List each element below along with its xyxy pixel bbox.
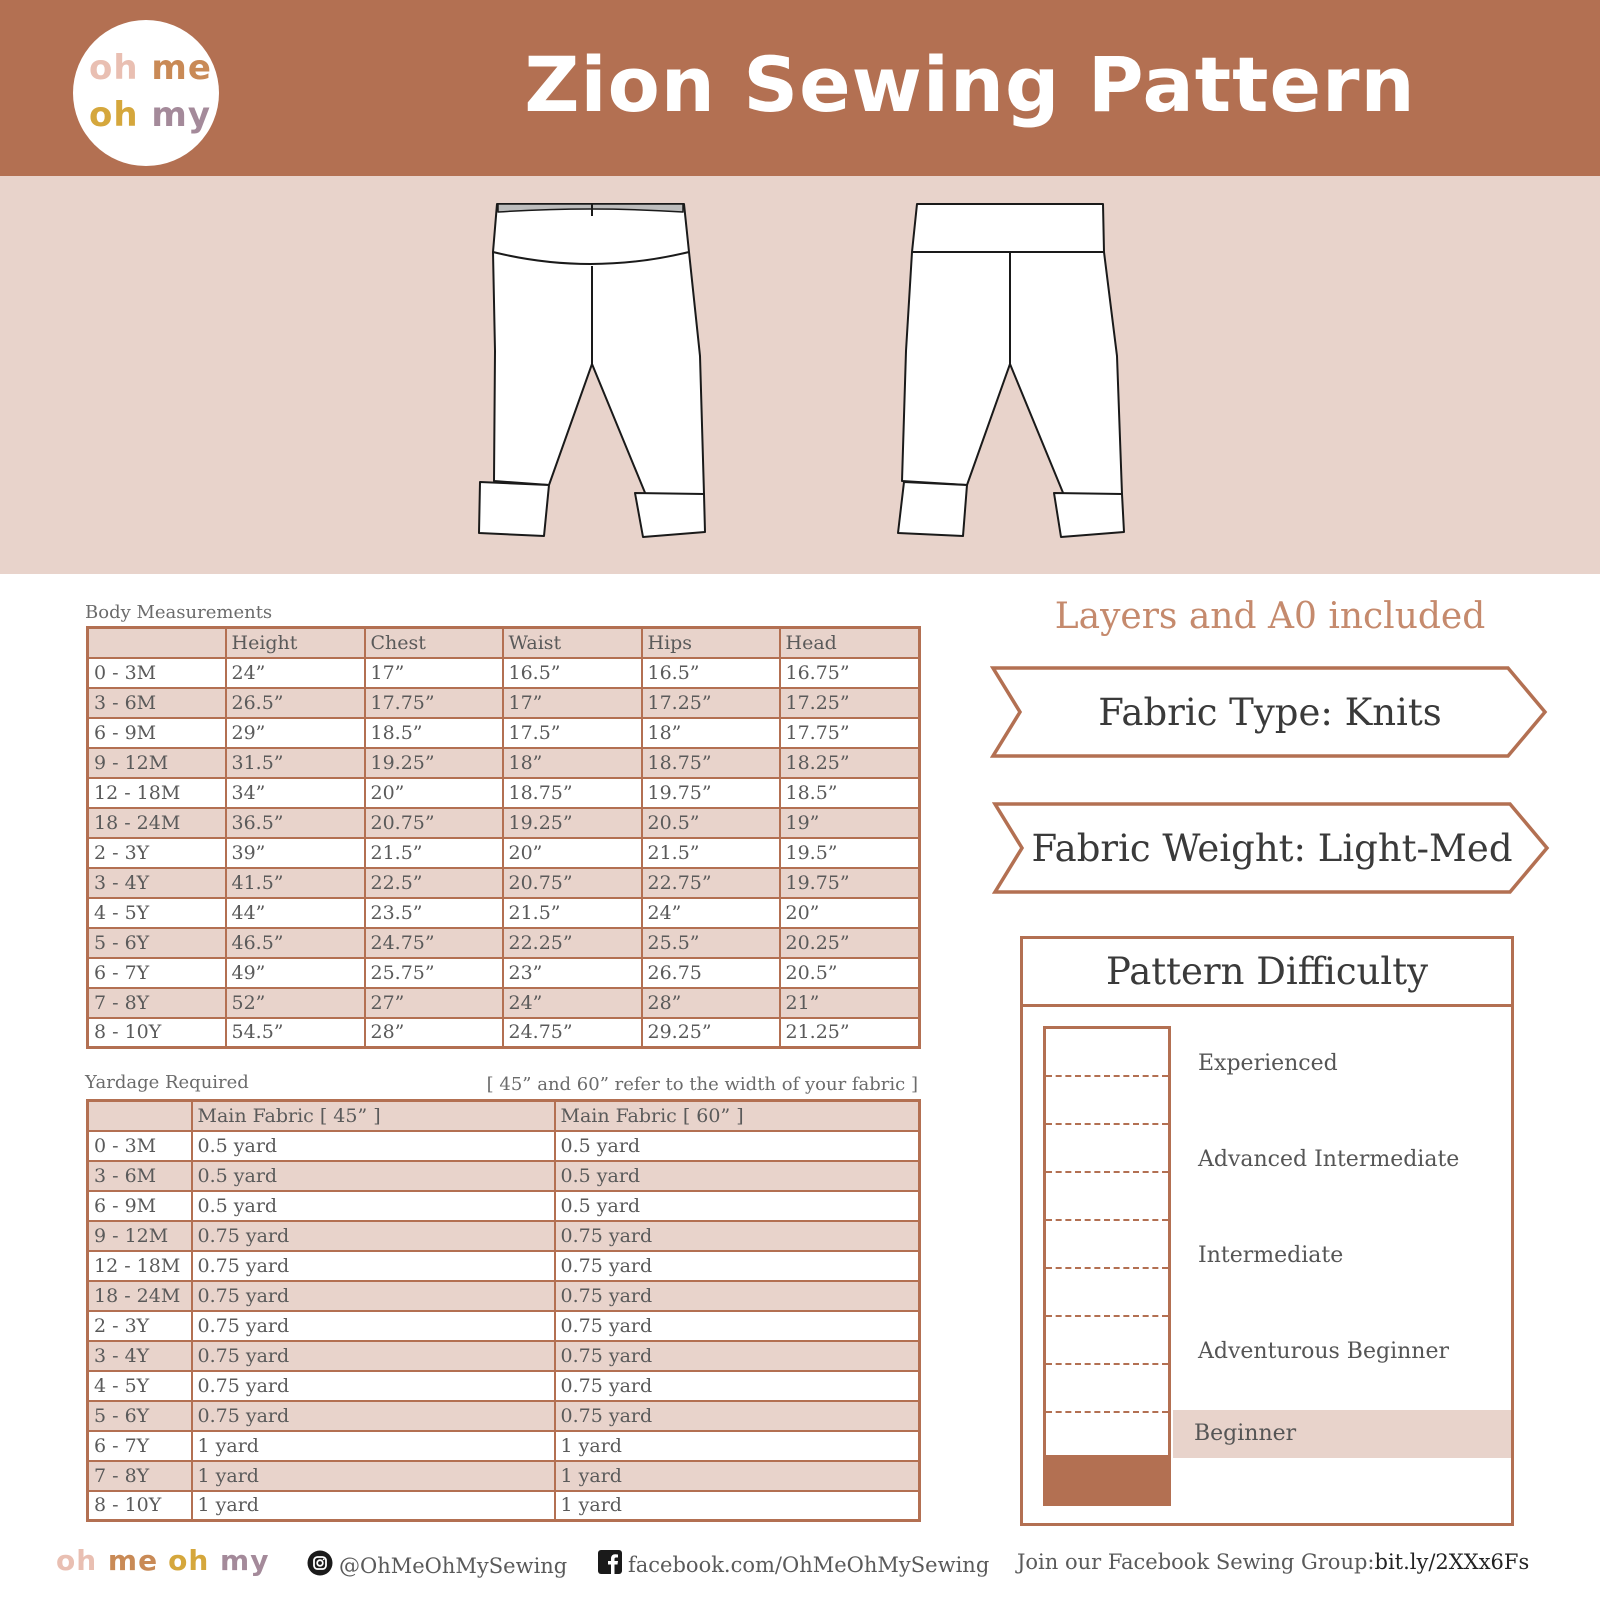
- table-cell: 17.75”: [365, 688, 503, 718]
- logo-word: oh: [56, 1544, 98, 1577]
- table-cell: 17.25”: [642, 688, 780, 718]
- logo-word: oh: [89, 95, 139, 135]
- size-label-cell: 6 - 9M: [88, 718, 226, 748]
- table-cell: 21.5”: [642, 838, 780, 868]
- table-cell: 19.5”: [780, 838, 920, 868]
- table-cell: 17.75”: [780, 718, 920, 748]
- table-cell: 1 yard: [192, 1431, 555, 1461]
- table-cell: 21.5”: [503, 898, 642, 928]
- meter-divider: [1046, 1267, 1168, 1269]
- pattern-illustration-panel: [0, 176, 1600, 574]
- size-label-cell: 18 - 24M: [88, 1281, 192, 1311]
- table-row: [88, 928, 920, 958]
- table-cell: 24”: [503, 988, 642, 1018]
- size-label-cell: 6 - 9M: [88, 1191, 192, 1221]
- size-label-cell: 3 - 4Y: [88, 868, 226, 898]
- table-cell: 18.5”: [780, 778, 920, 808]
- size-label-cell: 0 - 3M: [88, 658, 226, 688]
- table-cell: 0.75 yard: [192, 1221, 555, 1251]
- size-label-cell: 3 - 6M: [88, 1161, 192, 1191]
- table-cell: 20”: [365, 778, 503, 808]
- table-row: [88, 898, 920, 928]
- table-cell: 29.25”: [642, 1018, 780, 1048]
- table-cell: 46.5”: [226, 928, 365, 958]
- table-cell: 16.75”: [780, 658, 920, 688]
- table-cell: 0.5 yard: [555, 1161, 920, 1191]
- measurements-column-header: Chest: [365, 628, 503, 658]
- table-cell: 22.5”: [365, 868, 503, 898]
- meter-divider: [1046, 1219, 1168, 1221]
- table-cell: 17.25”: [780, 688, 920, 718]
- instagram-icon: [307, 1550, 333, 1581]
- logo-word: oh: [89, 48, 139, 88]
- body-measurements-label: Body Measurements: [85, 602, 273, 623]
- table-cell: 21.25”: [780, 1018, 920, 1048]
- table-cell: 39”: [226, 838, 365, 868]
- level-experienced: Experienced: [1198, 1051, 1338, 1076]
- facebook-page-text: facebook.com/OhMeOhMySewing: [628, 1552, 990, 1577]
- facebook-icon: [598, 1550, 622, 1579]
- table-cell: 0.5 yard: [192, 1131, 555, 1161]
- size-label-cell: 8 - 10Y: [88, 1018, 226, 1048]
- table-cell: 36.5”: [226, 808, 365, 838]
- table-row: [88, 1221, 920, 1251]
- size-label-cell: 9 - 12M: [88, 748, 226, 778]
- table-cell: 0.5 yard: [192, 1191, 555, 1221]
- size-label-cell: 5 - 6Y: [88, 928, 226, 958]
- size-label-cell: 2 - 3Y: [88, 1311, 192, 1341]
- table-cell: 0.75 yard: [192, 1281, 555, 1311]
- table-cell: 0.75 yard: [555, 1311, 920, 1341]
- fabric-weight-banner: [992, 801, 1552, 895]
- table-cell: 27”: [365, 988, 503, 1018]
- table-cell: 24.75”: [365, 928, 503, 958]
- measurements-column-header: Waist: [503, 628, 642, 658]
- size-label-cell: 2 - 3Y: [88, 838, 226, 868]
- size-label-cell: 3 - 6M: [88, 688, 226, 718]
- table-cell: 16.5”: [503, 658, 642, 688]
- measurements-column-header: [88, 628, 226, 658]
- meter-divider: [1046, 1171, 1168, 1173]
- yardage-label: Yardage Required: [85, 1072, 249, 1093]
- table-cell: 28”: [642, 988, 780, 1018]
- yardage-column-header: [88, 1101, 192, 1131]
- table-cell: 0.75 yard: [555, 1341, 920, 1371]
- level-adventurous-beginner: Adventurous Beginner: [1198, 1339, 1449, 1364]
- size-label-cell: 7 - 8Y: [88, 988, 226, 1018]
- table-cell: 22.75”: [642, 868, 780, 898]
- table-cell: 20”: [503, 838, 642, 868]
- level-beginner: Beginner: [1194, 1421, 1297, 1446]
- table-cell: 16.5”: [642, 658, 780, 688]
- table-cell: 20”: [780, 898, 920, 928]
- measurements-header-row: [88, 628, 920, 658]
- table-cell: 1 yard: [555, 1431, 920, 1461]
- size-label-cell: 6 - 7Y: [88, 1431, 192, 1461]
- table-cell: 0.75 yard: [555, 1281, 920, 1311]
- difficulty-meter: [1043, 1026, 1171, 1506]
- footer-logo: [56, 1544, 269, 1577]
- table-row: [88, 1401, 920, 1431]
- table-row: [88, 1431, 920, 1461]
- table-cell: 19.25”: [365, 748, 503, 778]
- table-cell: 54.5”: [226, 1018, 365, 1048]
- logo-word: me: [138, 48, 212, 88]
- table-cell: 24”: [226, 658, 365, 688]
- pattern-difficulty-title: Pattern Difficulty: [1023, 939, 1511, 1007]
- fabric-type-banner: [990, 665, 1550, 759]
- table-cell: 22.25”: [503, 928, 642, 958]
- body-measurements-table: [86, 626, 921, 1049]
- difficulty-meter-fill: [1046, 1455, 1168, 1503]
- logo-line-1: [89, 48, 219, 88]
- table-row: [88, 808, 920, 838]
- table-row: [88, 1131, 920, 1161]
- table-cell: 0.75 yard: [192, 1371, 555, 1401]
- instagram-handle-text: @OhMeOhMySewing: [339, 1553, 568, 1578]
- table-cell: 0.75 yard: [555, 1401, 920, 1431]
- table-cell: 34”: [226, 778, 365, 808]
- meter-divider: [1046, 1123, 1168, 1125]
- table-cell: 21”: [780, 988, 920, 1018]
- table-cell: 17.5”: [503, 718, 642, 748]
- pants-technical-drawing: [0, 176, 1600, 574]
- table-cell: 1 yard: [192, 1491, 555, 1521]
- meter-divider: [1046, 1363, 1168, 1365]
- measurements-column-header: Height: [226, 628, 365, 658]
- size-label-cell: 8 - 10Y: [88, 1491, 192, 1521]
- table-row: [88, 1191, 920, 1221]
- size-label-cell: 4 - 5Y: [88, 1371, 192, 1401]
- table-cell: 19.75”: [780, 868, 920, 898]
- size-label-cell: 0 - 3M: [88, 1131, 192, 1161]
- table-row: [88, 778, 920, 808]
- table-cell: 24.75”: [503, 1018, 642, 1048]
- size-label-cell: 9 - 12M: [88, 1221, 192, 1251]
- fabric-weight-text: Fabric Weight: Light-Med: [1031, 826, 1513, 870]
- table-row: [88, 1018, 920, 1048]
- logo-line-2: [89, 95, 219, 135]
- table-cell: 0.75 yard: [192, 1341, 555, 1371]
- table-cell: 19”: [780, 808, 920, 838]
- level-advanced-intermediate: Advanced Intermediate: [1198, 1147, 1460, 1172]
- footer: [0, 1536, 1600, 1586]
- brand-logo: [73, 20, 219, 166]
- size-label-cell: 6 - 7Y: [88, 958, 226, 988]
- pants-front-view: [479, 204, 705, 537]
- table-row: [88, 748, 920, 778]
- facebook-page-link[interactable]: [598, 1550, 989, 1579]
- table-cell: 28”: [365, 1018, 503, 1048]
- table-cell: 52”: [226, 988, 365, 1018]
- table-cell: 26.75: [642, 958, 780, 988]
- table-row: [88, 688, 920, 718]
- table-cell: 23.5”: [365, 898, 503, 928]
- table-cell: 1 yard: [555, 1491, 920, 1521]
- table-row: [88, 1161, 920, 1191]
- facebook-group-prefix: Join our Facebook Sewing Group:: [1017, 1550, 1375, 1574]
- table-cell: 20.25”: [780, 928, 920, 958]
- yardage-column-header: Main Fabric [ 45” ]: [192, 1101, 555, 1131]
- meter-divider: [1046, 1411, 1168, 1413]
- yardage-note: [ 45” and 60” refer to the width of your fabric ]: [486, 1074, 918, 1095]
- table-cell: 21.5”: [365, 838, 503, 868]
- size-label-cell: 4 - 5Y: [88, 898, 226, 928]
- table-cell: 0.5 yard: [555, 1191, 920, 1221]
- layers-note: Layers and A0 included: [1054, 596, 1486, 637]
- table-cell: 0.5 yard: [555, 1131, 920, 1161]
- table-cell: 0.75 yard: [555, 1371, 920, 1401]
- table-row: [88, 1251, 920, 1281]
- table-cell: 0.75 yard: [555, 1251, 920, 1281]
- size-label-cell: 5 - 6Y: [88, 1401, 192, 1431]
- table-row: [88, 1491, 920, 1521]
- instagram-handle[interactable]: [307, 1550, 567, 1581]
- table-cell: 20.75”: [503, 868, 642, 898]
- table-row: [88, 958, 920, 988]
- logo-word: my: [138, 95, 212, 135]
- table-cell: 44”: [226, 898, 365, 928]
- facebook-group-info: [1017, 1550, 1529, 1574]
- table-cell: 24”: [642, 898, 780, 928]
- table-row: [88, 988, 920, 1018]
- table-cell: 18”: [642, 718, 780, 748]
- table-cell: 1 yard: [192, 1461, 555, 1491]
- table-cell: 41.5”: [226, 868, 365, 898]
- facebook-group-link[interactable]: bit.ly/2XXx6Fs: [1374, 1550, 1530, 1574]
- table-cell: 26.5”: [226, 688, 365, 718]
- size-label-cell: 12 - 18M: [88, 1251, 192, 1281]
- yardage-column-header: Main Fabric [ 60” ]: [555, 1101, 920, 1131]
- table-cell: 0.75 yard: [192, 1251, 555, 1281]
- table-cell: 29”: [226, 718, 365, 748]
- table-row: [88, 838, 920, 868]
- measurements-column-header: Head: [780, 628, 920, 658]
- table-cell: 31.5”: [226, 748, 365, 778]
- table-row: [88, 1371, 920, 1401]
- table-cell: 0.5 yard: [192, 1161, 555, 1191]
- table-cell: 19.75”: [642, 778, 780, 808]
- header: [0, 0, 1600, 176]
- table-cell: 0.75 yard: [192, 1401, 555, 1431]
- logo-word: oh: [168, 1544, 210, 1577]
- fabric-type-text: Fabric Type: Knits: [1098, 690, 1442, 734]
- size-label-cell: 18 - 24M: [88, 808, 226, 838]
- table-cell: 20.75”: [365, 808, 503, 838]
- table-row: [88, 1281, 920, 1311]
- level-intermediate: Intermediate: [1198, 1243, 1344, 1268]
- table-cell: 18.75”: [642, 748, 780, 778]
- table-cell: 25.75”: [365, 958, 503, 988]
- pants-back-view: [898, 204, 1124, 537]
- size-label-cell: 12 - 18M: [88, 778, 226, 808]
- pattern-difficulty-panel: [1020, 936, 1514, 1526]
- table-cell: 17”: [503, 688, 642, 718]
- logo-word: me: [97, 1544, 159, 1577]
- table-cell: 18.5”: [365, 718, 503, 748]
- table-cell: 18.25”: [780, 748, 920, 778]
- table-cell: 20.5”: [642, 808, 780, 838]
- yardage-header-row: [88, 1101, 920, 1131]
- table-cell: 20.5”: [780, 958, 920, 988]
- table-row: [88, 1311, 920, 1341]
- table-row: [88, 658, 920, 688]
- meter-divider: [1046, 1315, 1168, 1317]
- measurements-column-header: Hips: [642, 628, 780, 658]
- table-cell: 19.25”: [503, 808, 642, 838]
- table-cell: 18”: [503, 748, 642, 778]
- table-cell: 0.75 yard: [555, 1221, 920, 1251]
- table-cell: 0.75 yard: [192, 1311, 555, 1341]
- table-row: [88, 868, 920, 898]
- table-row: [88, 718, 920, 748]
- page-title: Zion Sewing Pattern: [524, 40, 1416, 129]
- size-label-cell: 3 - 4Y: [88, 1341, 192, 1371]
- meter-divider: [1046, 1075, 1168, 1077]
- yardage-table: [86, 1099, 921, 1522]
- table-row: [88, 1461, 920, 1491]
- logo-word: my: [209, 1544, 270, 1577]
- table-cell: 23”: [503, 958, 642, 988]
- table-cell: 17”: [365, 658, 503, 688]
- table-cell: 25.5”: [642, 928, 780, 958]
- table-cell: 18.75”: [503, 778, 642, 808]
- table-cell: 49”: [226, 958, 365, 988]
- table-row: [88, 1341, 920, 1371]
- table-cell: 1 yard: [555, 1461, 920, 1491]
- size-label-cell: 7 - 8Y: [88, 1461, 192, 1491]
